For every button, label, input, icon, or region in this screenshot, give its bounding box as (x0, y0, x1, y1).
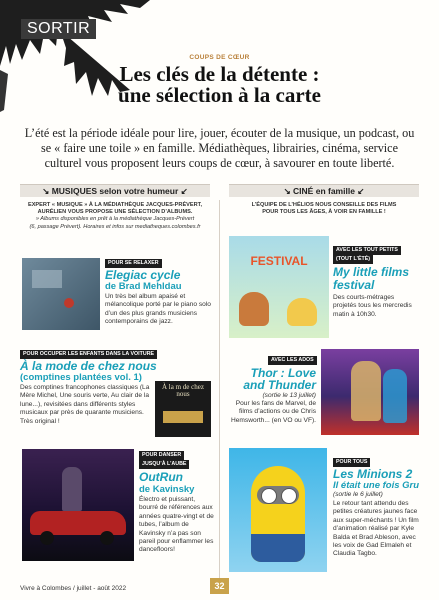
film-date-thor: (sortie le 13 juillet) (262, 392, 316, 399)
album-artist-elegiac: de Brad Mehldau (105, 281, 182, 292)
music-note-line-1: » Albums disponibles en prêt à la médiathèque Jacques-Prévert (35, 216, 195, 223)
film-desc-minions: Le retour tant attendu des petites créatures jaunes face aux super-méchants ! Un film d’animation réalisé par Kyle Balda et Brad Ableson, avec les voix de Gad Elmaleh et Claudia Tagbo. (333, 500, 419, 558)
film-title-thor-2: and Thunder (243, 378, 316, 392)
poster-thor (321, 349, 419, 435)
badge-teens: AVEC LES ADOS (268, 356, 317, 365)
title-line-2: une sélection à la carte (118, 83, 321, 107)
album-desc-elegiac: Un très bel album apaisé et mélancolique porté par le piano solo d’un des plus grands musiciens contemporains de jazz. (105, 293, 211, 326)
cinema-column-header: ↘ CINÉ en famille ↙ (229, 184, 419, 197)
poster-minions (229, 448, 327, 572)
album-artist-outrun: de Kavinsky (139, 484, 195, 495)
page-number: 32 (210, 578, 229, 594)
badge-relax: POUR SE RELAXER (105, 259, 162, 268)
title-line-1: Les clés de la détente : (119, 62, 320, 86)
badge-little-ones-2: (TOUT L’ÉTÉ) (333, 255, 373, 264)
album-title-mode: À la mode de chez nous (20, 359, 157, 373)
album-cover-outrun (22, 449, 134, 561)
badge-everyone: POUR TOUS (333, 458, 370, 467)
music-intro-line-1: EXPERT « MUSIQUE » À LA MÉDIATHÈQUE JACQUES-PRÉVERT, (27, 202, 203, 208)
poster-text: FESTIVAL (250, 254, 308, 268)
page-title (0, 64, 439, 106)
footer-text: Vivre à Colombes / juillet - août 2022 (20, 585, 127, 592)
intro-paragraph: L’été est la période idéale pour lire, jouer, écouter de la musique, un podcast, ou se « faire une toile » en famille. Médiathèques, librairies, cinéma, service culturel vous proposent leurs coups de cœur, à savourer en toute liberté. (24, 126, 415, 171)
cinema-intro-line-1: L’ÉQUIPE DE L’HÉLIOS NOUS CONSEILLE DES FILMS (251, 202, 397, 208)
film-desc-thor: Pour les fans de Marvel, de films d’actions ou de Chris Hemsworth... (en VO ou VF). (230, 400, 316, 424)
badge-kids-car: POUR OCCUPER LES ENFANTS DANS LA VOITURE (20, 350, 157, 359)
album-subtitle-mode: (comptines plantées vol. 1) (20, 372, 142, 383)
column-divider (219, 200, 220, 580)
film-title-thor (229, 367, 316, 391)
film-title-little-films: My little films festival (333, 265, 410, 292)
cinema-intro (229, 202, 419, 216)
music-intro (20, 202, 210, 231)
album-cover-mode (155, 381, 211, 437)
cinema-intro-line-2: POUR TOUS LES ÂGES, À VOIR EN FAMILLE ! (262, 209, 386, 216)
film-title-minions: Les Minions 2 (333, 467, 413, 481)
film-title-thor-1: Thor : Love (250, 366, 316, 380)
badge-dance-2: JUSQU’À L’AUBE (139, 460, 189, 469)
film-date-minions: (sortie le 6 juillet) (333, 491, 383, 498)
badge-little-ones-1: AVEC LES TOUT PETITS (333, 246, 401, 255)
poster-little-films (229, 236, 329, 338)
music-intro-line-2: AURÉLIEN VOUS PROPOSE UNE SÉLECTION D’ALBUMS. (37, 209, 193, 216)
album-desc-outrun: Électro et puissant, bourré de références aux années quatre-vingt et de tubes, l’album de Kavinsky n’a pas son pareil pour enflammer les dancefloors! (139, 496, 214, 554)
film-desc-little-films: Des courts-métrages projetés tous les mercredis matin à 10h30. (333, 294, 412, 318)
badge-dance-1: POUR DANSER (139, 451, 184, 460)
kicker: COUPS DE CŒUR (189, 54, 250, 61)
cover-text: À la m de chez nous (162, 383, 204, 398)
music-column-header: ↘ MUSIQUES selon votre humeur ↙ (20, 184, 210, 197)
film-subtitle-minions: Il était une fois Gru (333, 480, 420, 491)
album-title-elegiac: Elegiac cycle (105, 268, 181, 282)
album-desc-mode: Des comptines francophones classiques (La Mère Michel, Une souris verte, Au clair de la lune...), revisitées dans différents styles musicaux par près de quarante musiciens. Très original ! (20, 384, 150, 425)
music-note-line-2: (6, passage Prévert). Horaires et infos sur mediatheques.colombes.fr (29, 223, 201, 230)
section-tag: SORTIR (21, 19, 96, 39)
album-title-outrun: OutRun (139, 470, 183, 484)
album-cover-elegiac (22, 258, 100, 330)
